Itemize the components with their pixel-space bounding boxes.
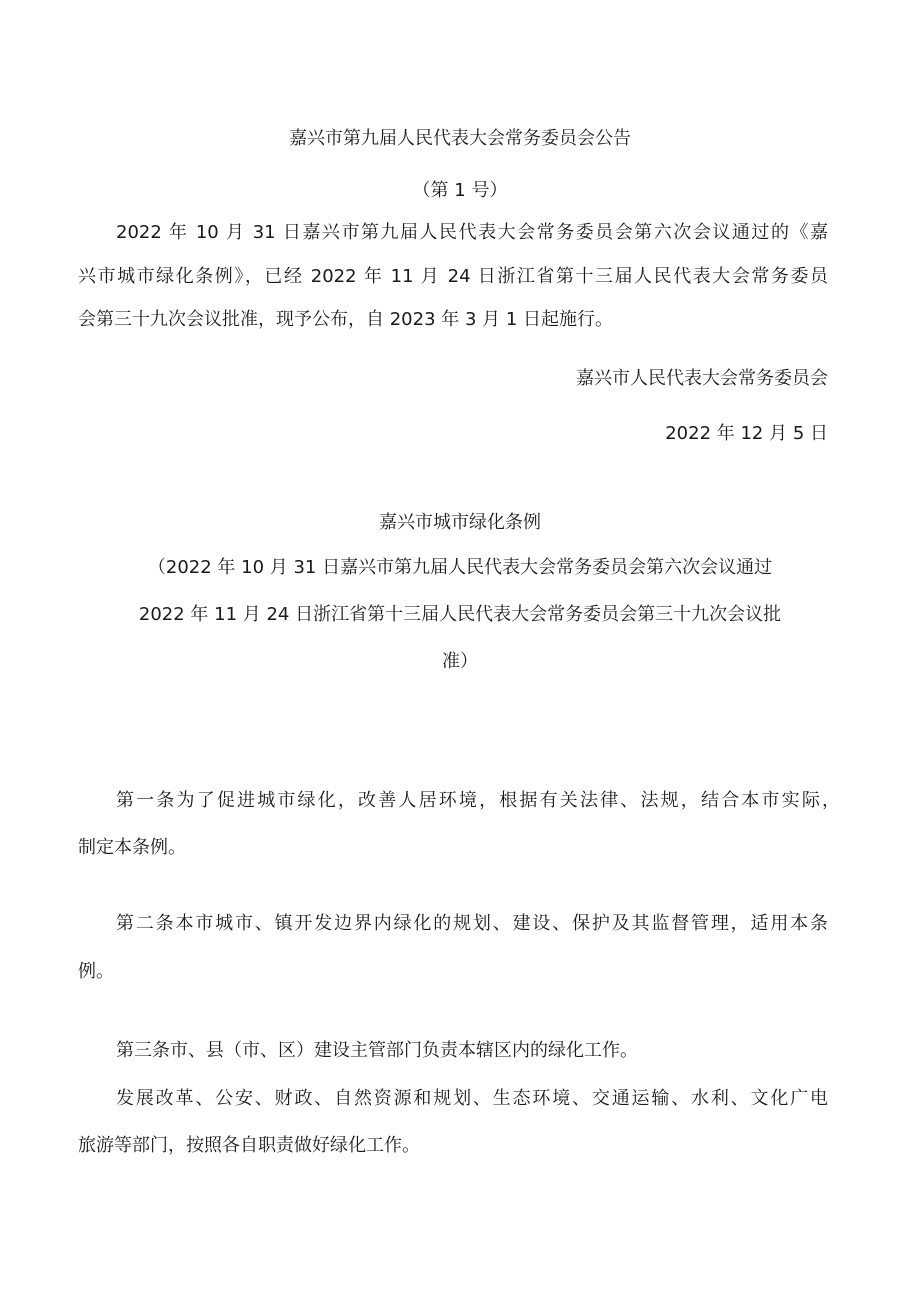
article-1-line-1: 第一条为了促进城市绿化，改善人居环境，根据有关法律、法规，结合本市实际， <box>116 790 840 811</box>
article-3-line-1: 第三条市、县（市、区）建设主管部门负责本辖区内的绿化工作。 <box>116 1040 638 1061</box>
notice-body-line-2: 兴市城市绿化条例》，已经 2022 年 11 月 24 日浙江省第十三届人民代表大会常务委员 <box>78 266 828 287</box>
regulation-adoption-line-1: （2022 年 10 月 31 日嘉兴市第九届人民代表大会常务委员会第六次会议通过 <box>147 557 773 578</box>
notice-body-line-3: 会第三十九次会议批准，现予公布，自 2023 年 3 月 1 日起施行。 <box>78 309 614 330</box>
notice-number: （第 1 号） <box>412 180 508 201</box>
article-2-line-1: 第二条本市城市、镇开发边界内绿化的规划、建设、保护及其监督管理，适用本条 <box>116 913 828 934</box>
regulation-title: 嘉兴市城市绿化条例 <box>379 512 541 533</box>
regulation-adoption-line-3: 准） <box>442 651 478 672</box>
article-3-line-3: 旅游等部门，按照各自职责做好绿化工作。 <box>78 1135 420 1156</box>
notice-signature: 嘉兴市人民代表大会常务委员会 <box>576 368 828 389</box>
notice-body-line-1: 2022 年 10 月 31 日嘉兴市第九届人民代表大会常务委员会第六次会议通过的《嘉 <box>116 222 828 243</box>
article-3-line-2: 发展改革、公安、财政、自然资源和规划、生态环境、交通运输、水利、文化广电 <box>116 1088 828 1109</box>
article-1-line-2: 制定本条例。 <box>78 837 186 858</box>
article-2-line-2: 例。 <box>78 961 114 982</box>
regulation-adoption-line-2: 2022 年 11 月 24 日浙江省第十三届人民代表大会常务委员会第三十九次会议批 <box>138 604 782 625</box>
notice-title: 嘉兴市第九届人民代表大会常务委员会公告 <box>289 128 631 149</box>
notice-date: 2022 年 12 月 5 日 <box>665 423 828 444</box>
